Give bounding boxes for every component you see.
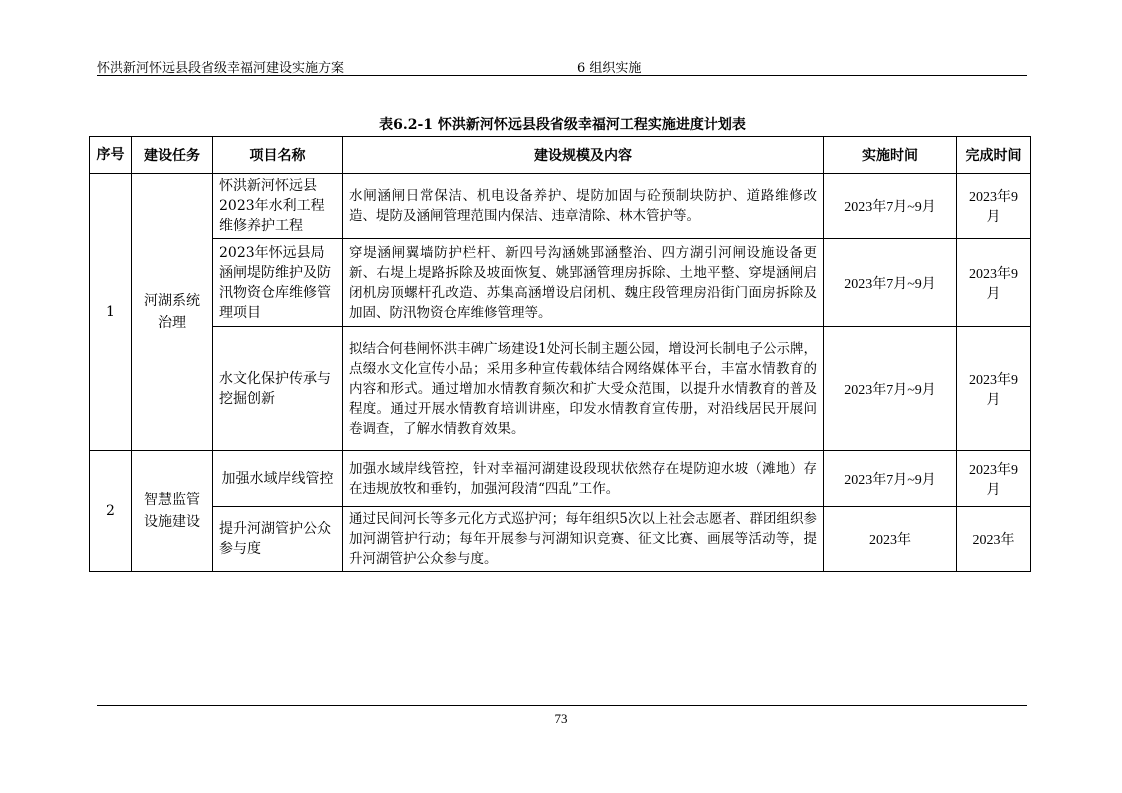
header-divider (97, 75, 1027, 76)
project-content: 加强水域岸线管控，针对幸福河湖建设段现状依然存在堤防迎水坡（滩地）存在违规放牧和垂钓，加强河段清“四乱”工作。 (343, 451, 824, 507)
table-row (90, 451, 1031, 507)
table-header-row (90, 137, 1031, 174)
project-content: 穿堤涵闸翼墙防护栏杆、新四号沟涵姚郢涵整治、四方湖引河闸设施设备更新、右堤上堤路拆除及坡面恢复、姚郢涵管理房拆除、土地平整、穿堤涵闸启闭机房顶螺杆孔改造、苏集高涵增设启闭机、魏庄段管理房沿街门面房拆除及加固、防汛物资仓库维修管理等。 (343, 239, 824, 327)
project-content: 拟结合何巷闸怀洪丰碑广场建设1处河长制主题公园，增设河长制电子公示牌，点缀水文化宣传小品；采用多种宣传载体结合网络媒体平台，丰富水情教育的内容和形式。通过增加水情教育频次和扩大受众范围，以提升水情教育的普及程度。通过开展水情教育培训讲座，印发水情教育宣传册，对沿线居民开展问卷调查，了解水情教育效果。 (343, 327, 824, 451)
project-name: 加强水域岸线管控 (213, 451, 343, 507)
end-time: 2023年9月 (957, 174, 1031, 239)
end-time: 2023年9月 (957, 239, 1031, 327)
section-title: 6 组织实施 (577, 61, 642, 76)
project-name: 2023年怀远县局涵闸堤防维护及防汛物资仓库维修管理项目 (213, 239, 343, 327)
end-time: 2023年 (957, 507, 1031, 572)
footer-divider (97, 705, 1027, 706)
project-name: 提升河湖管护公众参与度 (213, 507, 343, 572)
column-header-content: 建设规模及内容 (343, 137, 824, 174)
row-number: 1 (90, 174, 132, 451)
start-time: 2023年7月~9月 (824, 174, 957, 239)
task-cell: 河湖系统治理 (132, 174, 213, 451)
table-row (90, 174, 1031, 239)
column-header-start: 实施时间 (824, 137, 957, 174)
start-time: 2023年7月~9月 (824, 327, 957, 451)
row-number: 2 (90, 451, 132, 572)
column-header-end: 完成时间 (957, 137, 1031, 174)
document-title: 怀洪新河怀远县段省级幸福河建设实施方案 (97, 61, 345, 76)
table-row (90, 239, 1031, 327)
project-content: 水闸涵闸日常保洁、机电设备养护、堤防加固与砼预制块防护、道路维修改造、堤防及涵闸管理范围内保洁、违章清除、林木管护等。 (343, 174, 824, 239)
column-header-no: 序号 (90, 137, 132, 174)
project-name: 怀洪新河怀远县2023年水利工程维修养护工程 (213, 174, 343, 239)
end-time: 2023年9月 (957, 327, 1031, 451)
end-time: 2023年9月 (957, 451, 1031, 507)
column-header-project: 项目名称 (213, 137, 343, 174)
start-time: 2023年7月~9月 (824, 239, 957, 327)
table-row (90, 507, 1031, 572)
column-header-task: 建设任务 (132, 137, 213, 174)
start-time: 2023年7月~9月 (824, 451, 957, 507)
start-time: 2023年 (824, 507, 957, 572)
schedule-table (89, 136, 1031, 572)
task-cell: 智慧监管设施建设 (132, 451, 213, 572)
table-title: 表6.2-1 怀洪新河怀远县段省级幸福河工程实施进度计划表 (379, 117, 746, 133)
page-number: 73 (554, 711, 568, 726)
table-row (90, 327, 1031, 451)
project-name: 水文化保护传承与挖掘创新 (213, 327, 343, 451)
project-content: 通过民间河长等多元化方式巡护河；每年组织5次以上社会志愿者、群团组织参加河湖管护行动；每年开展参与河湖知识竞赛、征文比赛、画展等活动等，提升河湖管护公众参与度。 (343, 507, 824, 572)
